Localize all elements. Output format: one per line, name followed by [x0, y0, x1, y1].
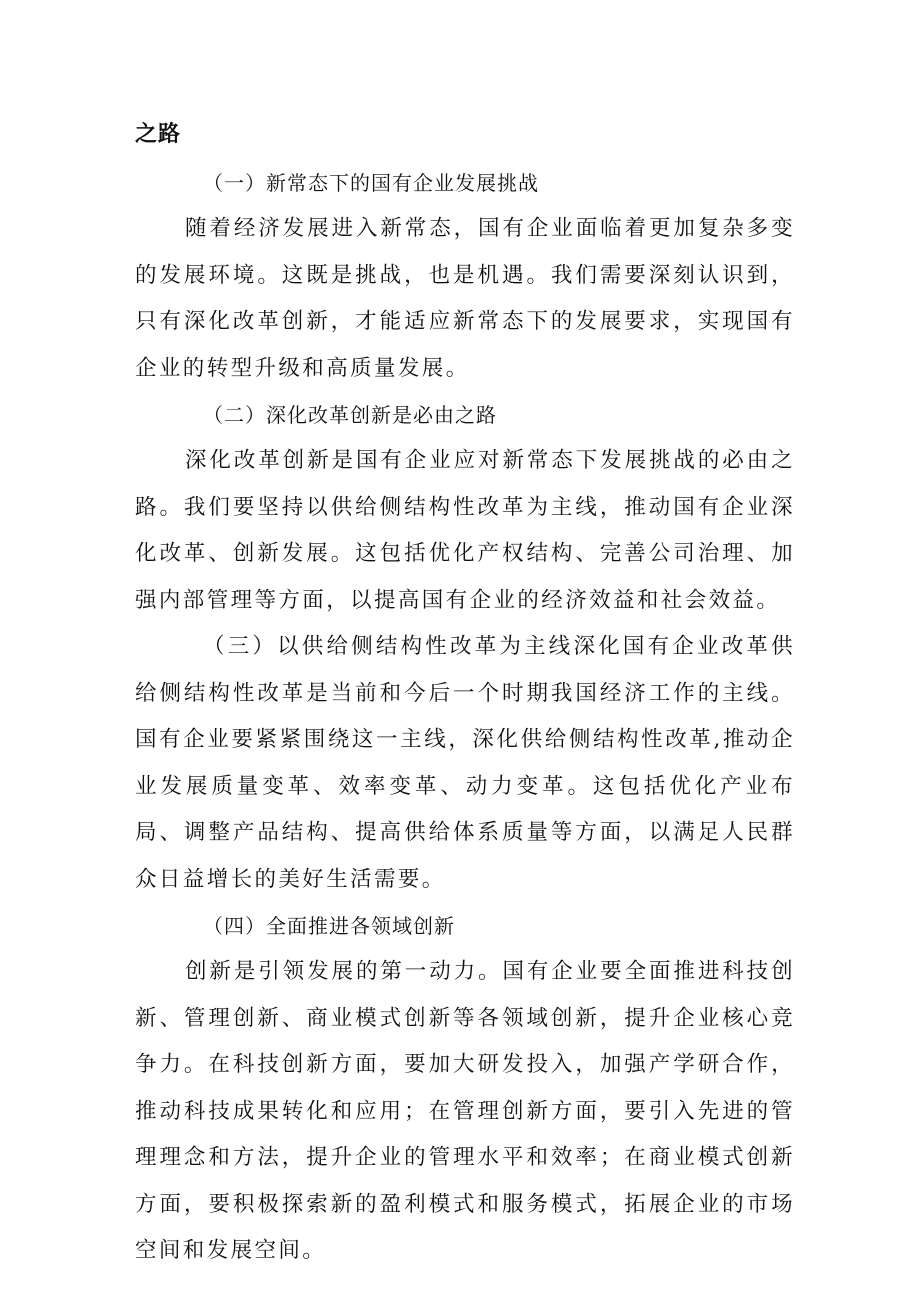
section-body-4: 创新是引领发展的第一动力。国有企业要全面推进科技创新、管理创新、商业模式创新等各领域创新，提升企业核心竞争力。在科技创新方面，要加大研发投入，加强产学研合作，推动科技成果转化和应用；在管理创新方面，要引入先进的管理理念和方法，提升企业的管理水平和效率；在商业模式创新方面，要积极探索新的盈利模式和服务模式，拓展企业的市场空间和发展空间。: [135, 959, 795, 1263]
section-body-3: （三）以供给侧结构性改革为主线深化国有企业改革供给侧结构性改革是当前和今后一个时期我国经济工作的主线。国有企业要紧紧围绕这一主线，深化供给侧结构性改革,推动企业发展质量变革、效率变革、动力变革。这包括优化产业布局、调整产品结构、提高供给体系质量等方面，以满足人民群众日益增长的美好生活需要。: [135, 634, 795, 892]
section-title-4: （四）全面推进各领域创新: [203, 914, 455, 938]
section-body-1: 随着经济发展进入新常态，国有企业面临着更加复杂多变的发展环境。这既是挑战，也是机遇。我们需要深刻认识到，只有深化改革创新，才能适应新常态下的发展要求，实现国有企业的转型升级和高质量发展。: [135, 216, 795, 381]
section-title-1: （一）新常态下的国有企业发展挑战: [203, 171, 539, 195]
document-page: [135, 110, 795, 1275]
heading-continuation: 之路: [135, 122, 182, 147]
section-body-2: 深化改革创新是国有企业应对新常态下发展挑战的必由之路。我们要坚持以供给侧结构性改革为主线，推动国有企业深化改革、创新发展。这包括优化产权结构、完善公司治理、加强内部管理等方面，以提高国有企业的经济效益和社会效益。: [135, 448, 795, 613]
section-title-2: （二）深化改革创新是必由之路: [203, 403, 497, 427]
